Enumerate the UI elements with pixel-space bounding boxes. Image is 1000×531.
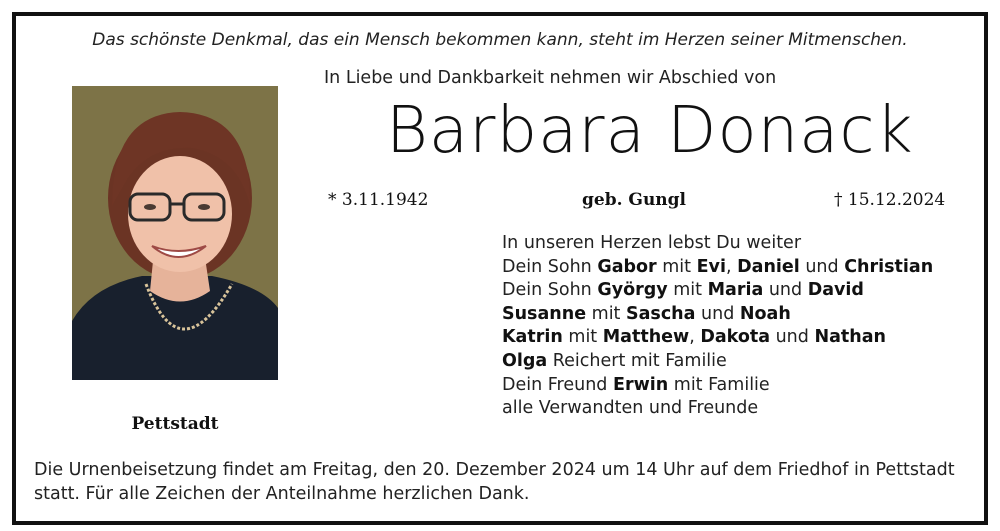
mourner-text: und: [799, 256, 845, 277]
mourner-name: Sascha: [625, 303, 696, 324]
portrait-photo: [72, 86, 278, 380]
mourner-text: Dein Sohn: [502, 280, 598, 301]
mourner-name: Katrin: [502, 327, 563, 348]
mourner-name: Erwin: [612, 374, 669, 395]
obituary-card: [12, 12, 988, 525]
mourner-name: Christian: [844, 256, 934, 277]
mourner-text: und: [770, 327, 815, 348]
maiden-name: geb. Gungl: [582, 190, 687, 210]
mourner-text: mit: [586, 303, 626, 324]
mourner-text: mit Familie: [668, 374, 770, 395]
mourner-name: Gabor: [597, 256, 657, 277]
mourner-line: [502, 326, 933, 350]
portrait-illustration: [72, 86, 278, 380]
mourner-text: und: [763, 280, 808, 301]
mourner-name: Evi: [696, 256, 726, 277]
mourner-text: Reichert mit Familie: [547, 350, 727, 371]
mourner-text: Dein Sohn: [502, 256, 598, 277]
place-name: Pettstadt: [131, 414, 219, 434]
mourner-name: Olga: [502, 350, 548, 371]
mourner-name: Nathan: [814, 327, 886, 348]
intro-text: In Liebe und Dankbarkeit nehmen wir Abschied von: [324, 68, 777, 88]
mourner-text: alle Verwandten und Freunde: [502, 398, 759, 419]
mourner-text: In unseren Herzen lebst Du weiter: [502, 233, 802, 253]
mourner-text: mit: [667, 280, 708, 301]
mourner-name: Dakota: [700, 327, 771, 348]
mourner-line: [502, 303, 933, 327]
mourner-name: Matthew: [602, 327, 690, 348]
mourner-text: ,: [725, 256, 738, 277]
mourner-line: [502, 256, 933, 280]
mourner-line: [502, 374, 933, 398]
mourner-name: Susanne: [502, 303, 587, 324]
mourner-name: Maria: [707, 280, 764, 301]
funeral-notice: Die Urnenbeisetzung findet am Freitag, den 20. Dezember 2024 um 14 Uhr auf dem Friedhof in Pettstadt statt. Für alle Zeichen der Anteilnahme herzlichen Dank.: [34, 460, 955, 504]
mourner-line: [502, 350, 933, 374]
mourner-line: [502, 397, 933, 421]
mourner-name: Noah: [739, 303, 791, 324]
mourner-name: David: [807, 280, 864, 301]
mourner-name: Daniel: [737, 256, 800, 277]
mourner-text: und: [695, 303, 740, 324]
birth-date: * 3.11.1942: [328, 190, 429, 210]
mourner-name: György: [597, 280, 668, 301]
mourner-line: [502, 279, 933, 303]
mourner-text: Dein Freund: [502, 374, 613, 395]
mourners-list: [502, 232, 933, 421]
memorial-quote: Das schönste Denkmal, das ein Mensch bekommen kann, steht im Herzen seiner Mitmenschen.: [92, 30, 908, 50]
mourner-text: ,: [689, 327, 701, 348]
deceased-name: Barbara Donack: [386, 94, 914, 168]
mourner-text: mit: [562, 327, 603, 348]
mourner-text: mit: [656, 256, 697, 277]
mourner-line: [502, 232, 933, 256]
death-date: † 15.12.2024: [834, 190, 946, 210]
